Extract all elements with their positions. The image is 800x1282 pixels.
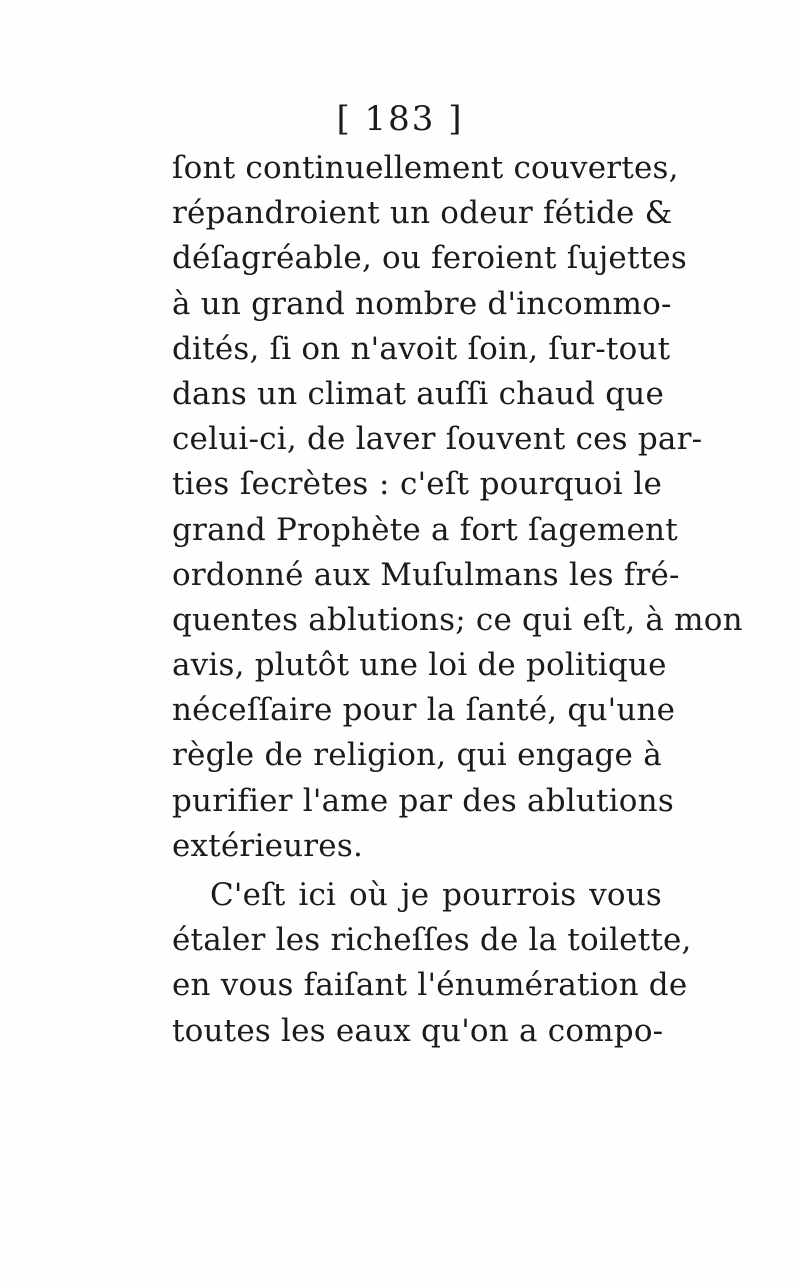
page-number: [ 183 ] <box>336 99 464 139</box>
text-line: toutes les eaux qu'on a compo- <box>172 1012 664 1049</box>
text-line: répandroient un odeur fétide & <box>172 195 673 232</box>
text-line: à un grand nombre d'incommo- <box>172 285 672 322</box>
text-line: avis, plutôt une loi de politique <box>172 647 667 684</box>
text-line: déſagréable, ou feroient ſujettes <box>172 240 687 277</box>
text-line: règle de religion, qui engage à <box>172 737 662 774</box>
text-line: en vous faiſant l'énumération de <box>172 967 688 1004</box>
paragraph-1 <box>172 146 743 869</box>
text-line: purifier l'ame par des ablutions <box>172 782 674 819</box>
text-line: C'eſt ici où je pourrois vous <box>210 877 662 913</box>
text-line: ſont continuellement couvertes, <box>172 150 679 186</box>
text-line: dans un climat auſſi chaud que <box>172 375 665 412</box>
text-line: néceſſaire pour la ſanté, qu'une <box>172 692 676 729</box>
paragraph-2 <box>172 873 692 1054</box>
text-line: étaler les richeſſes de la toilette, <box>172 922 692 959</box>
text-line: dités, ſi on n'avoit ſoin, ſur-tout <box>172 330 671 367</box>
text-line: celui-ci, de laver ſouvent ces par- <box>172 421 703 458</box>
body-text <box>172 146 743 1054</box>
text-line: ties ſecrètes : c'eſt pourquoi le <box>172 466 662 503</box>
text-line: extérieures. <box>172 827 364 864</box>
text-line: grand Prophète a fort ſagement <box>172 511 678 548</box>
text-line: ordonné aux Muſulmans les fré- <box>172 556 680 593</box>
text-line: quentes ablutions; ce qui eſt, à mon <box>172 601 743 638</box>
